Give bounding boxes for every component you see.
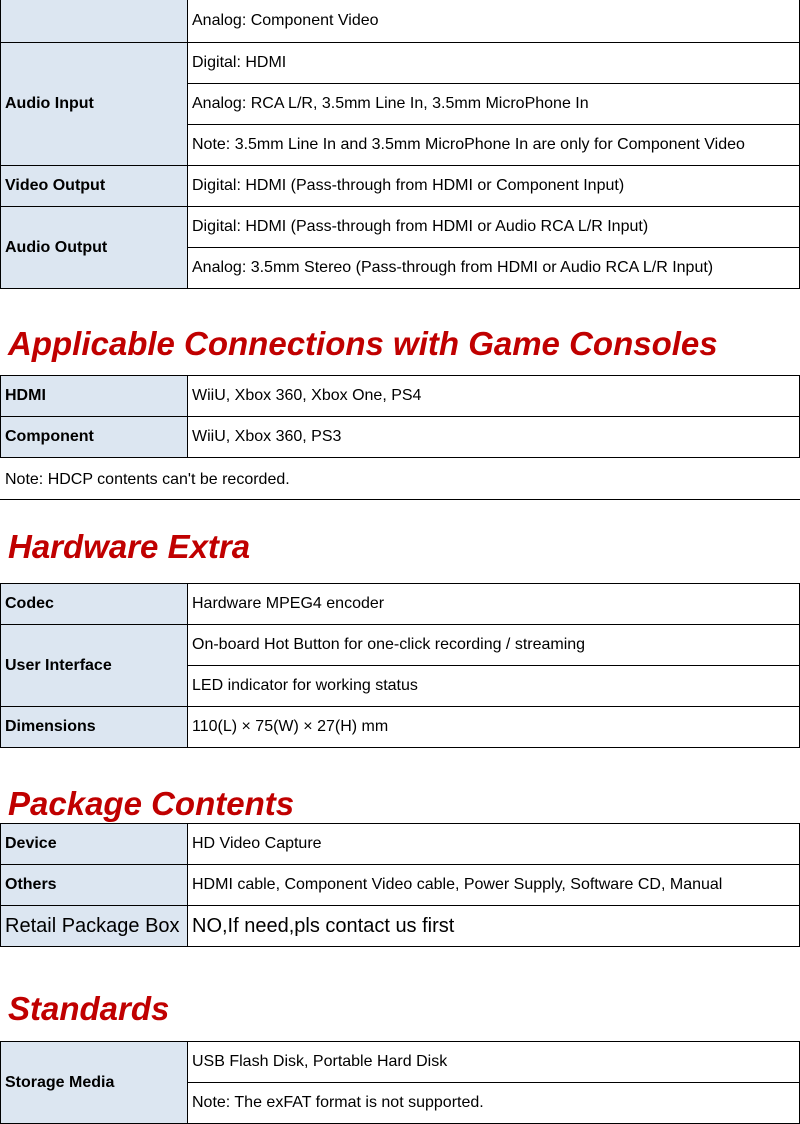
table-row: [1, 906, 800, 947]
row-value: WiiU, Xbox 360, PS3: [188, 417, 800, 458]
table-row: [1, 417, 800, 458]
row-value: Hardware MPEG4 encoder: [188, 584, 800, 625]
row-value: HDMI cable, Component Video cable, Power Supply, Software CD, Manual: [188, 865, 800, 906]
table-row: [1, 1042, 800, 1083]
package-section: [0, 823, 800, 947]
row-value: Note: The exFAT format is not supported.: [188, 1083, 800, 1124]
row-value: 110(L) × 75(W) × 27(H) mm: [188, 707, 800, 748]
table-row: [1, 707, 800, 748]
row-value: HD Video Capture: [188, 824, 800, 865]
row-value: USB Flash Disk, Portable Hard Disk: [188, 1042, 800, 1083]
row-label: Component: [1, 417, 188, 458]
row-label: Audio Output: [1, 207, 188, 289]
row-label: Others: [1, 865, 188, 906]
row-value: Digital: HDMI (Pass-through from HDMI or Component Input): [188, 166, 800, 207]
table-row: [1, 0, 800, 43]
row-label: User Interface: [1, 625, 188, 707]
standards-section: [0, 1041, 800, 1124]
section-title-hardware: Hardware Extra: [8, 528, 251, 565]
row-label: [1, 0, 188, 43]
row-value: NO,If need,pls contact us first: [188, 906, 800, 947]
consoles-table: [0, 375, 800, 458]
section-title-package: Package Contents: [8, 785, 295, 822]
table-row: [1, 207, 800, 248]
package-table: [0, 823, 800, 947]
row-value: On-board Hot Button for one-click recording / streaming: [188, 625, 800, 666]
table-row: [1, 376, 800, 417]
section-title-consoles: Applicable Connections with Game Consoles: [8, 325, 718, 362]
row-label: Video Output: [1, 166, 188, 207]
row-value: Analog: 3.5mm Stereo (Pass-through from HDMI or Audio RCA L/R Input): [188, 248, 800, 289]
row-label: HDMI: [1, 376, 188, 417]
section-title-standards: Standards: [8, 990, 170, 1027]
consoles-section: [0, 375, 800, 458]
row-value: Analog: RCA L/R, 3.5mm Line In, 3.5mm MicroPhone In: [188, 84, 800, 125]
row-label: Dimensions: [1, 707, 188, 748]
table-row: [1, 625, 800, 666]
row-value: Digital: HDMI (Pass-through from HDMI or Audio RCA L/R Input): [188, 207, 800, 248]
hardware-table: [0, 583, 800, 748]
row-value: Note: 3.5mm Line In and 3.5mm MicroPhone In are only for Component Video: [188, 125, 800, 166]
video-audio-table: [0, 0, 800, 289]
row-value: LED indicator for working status: [188, 666, 800, 707]
table-row: [1, 43, 800, 84]
standards-table: [0, 1041, 800, 1124]
row-label: Storage Media: [1, 1042, 188, 1124]
table-row: [1, 865, 800, 906]
table-row: [1, 584, 800, 625]
row-value: Digital: HDMI: [188, 43, 800, 84]
video-audio-section: [0, 0, 800, 289]
row-label: Device: [1, 824, 188, 865]
row-label: Codec: [1, 584, 188, 625]
table-row: [1, 166, 800, 207]
row-value: WiiU, Xbox 360, Xbox One, PS4: [188, 376, 800, 417]
hardware-section: [0, 583, 800, 748]
row-label: Retail Package Box: [1, 906, 188, 947]
table-row: [1, 824, 800, 865]
row-value: Analog: Component Video: [188, 0, 800, 43]
row-label: Audio Input: [1, 43, 188, 166]
hdcp-note: Note: HDCP contents can't be recorded.: [0, 459, 800, 500]
